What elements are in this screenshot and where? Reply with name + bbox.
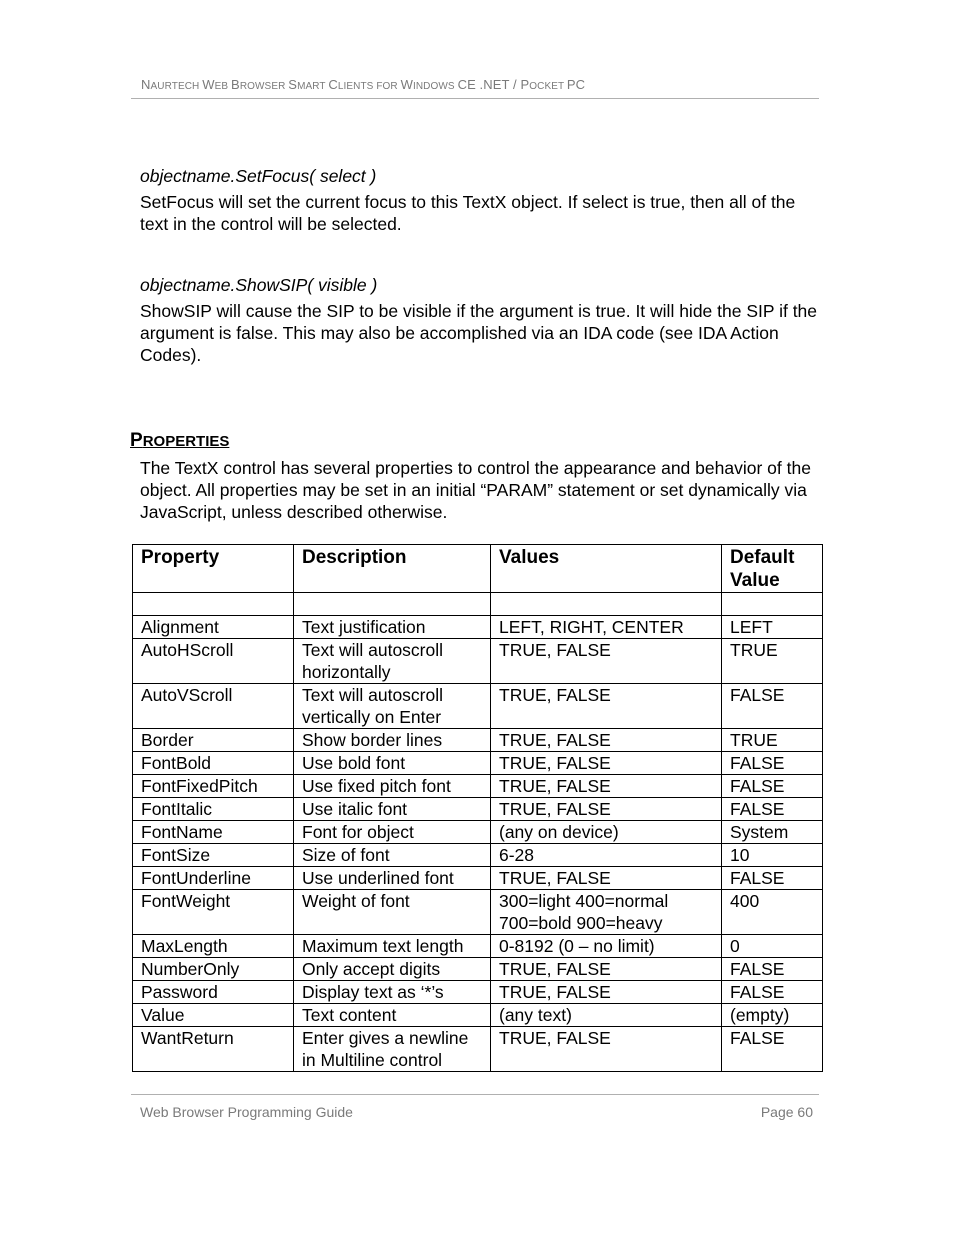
footer-divider bbox=[131, 1094, 819, 1095]
cell-property: WantReturn bbox=[133, 1027, 294, 1072]
header-description: Description bbox=[294, 545, 491, 593]
table-row bbox=[133, 752, 823, 775]
table-row bbox=[133, 1004, 823, 1027]
cell-default-value: FALSE bbox=[722, 798, 823, 821]
cell-default-value: FALSE bbox=[722, 775, 823, 798]
header-segment: MART bbox=[297, 81, 329, 92]
header-segment: LIENTS FOR bbox=[337, 81, 401, 92]
cell-property: FontSize bbox=[133, 844, 294, 867]
showsip-description: ShowSIP will cause the SIP to be visible if the argument is true. It will hide the SIP if the argument is false. This may also be accomplished via an IDA code (see IDA Action Codes). bbox=[140, 301, 818, 365]
cell-default-value: FALSE bbox=[722, 867, 823, 890]
properties-heading-rest: ROPERTIES bbox=[142, 433, 230, 450]
cell-default-value: FALSE bbox=[722, 1027, 823, 1072]
cell-description: Maximum text length bbox=[294, 935, 491, 958]
cell-default-value bbox=[722, 593, 823, 616]
cell-description: Text will autoscroll vertically on Enter bbox=[294, 684, 491, 729]
header-segment: AURTECH bbox=[150, 81, 203, 92]
cell-default-value: TRUE bbox=[722, 639, 823, 684]
cell-default-value: FALSE bbox=[722, 752, 823, 775]
table-header-row bbox=[133, 545, 823, 593]
cell-description: Use underlined font bbox=[294, 867, 491, 890]
running-header bbox=[141, 77, 585, 92]
header-segment: OCKET bbox=[529, 81, 567, 92]
cell-values: TRUE, FALSE bbox=[491, 981, 722, 1004]
properties-heading-cap: P bbox=[130, 430, 143, 451]
table-row bbox=[133, 844, 823, 867]
cell-property: Alignment bbox=[133, 616, 294, 639]
footer-guide-title: Web Browser Programming Guide bbox=[140, 1104, 353, 1120]
cell-description: Show border lines bbox=[294, 729, 491, 752]
table-row bbox=[133, 821, 823, 844]
cell-default-value: 0 bbox=[722, 935, 823, 958]
cell-values: (any on device) bbox=[491, 821, 722, 844]
table-row bbox=[133, 1027, 823, 1072]
cell-values: TRUE, FALSE bbox=[491, 684, 722, 729]
cell-description bbox=[294, 593, 491, 616]
table-row bbox=[133, 798, 823, 821]
header-divider bbox=[131, 98, 819, 99]
setfocus-description: SetFocus will set the current focus to this TextX object. If select is true, then all of the text in the control will be selected. bbox=[140, 192, 796, 234]
cell-property: FontItalic bbox=[133, 798, 294, 821]
header-segment: W bbox=[400, 77, 413, 92]
cell-values: TRUE, FALSE bbox=[491, 798, 722, 821]
cell-description: Use fixed pitch font bbox=[294, 775, 491, 798]
cell-property: MaxLength bbox=[133, 935, 294, 958]
cell-property bbox=[133, 593, 294, 616]
header-segment: C bbox=[328, 77, 338, 92]
cell-default-value: System bbox=[722, 821, 823, 844]
header-segment: ROWSER bbox=[239, 81, 289, 92]
cell-default-value: TRUE bbox=[722, 729, 823, 752]
header-property: Property bbox=[133, 545, 294, 593]
header-segment: PC bbox=[566, 77, 586, 92]
cell-property: Border bbox=[133, 729, 294, 752]
properties-intro: The TextX control has several properties to control the appearance and behavior of the object. All properties may be set in an initial “PARAM” statement or set dynamically via JavaScript, unless described otherwise. bbox=[140, 458, 811, 522]
cell-description: Use italic font bbox=[294, 798, 491, 821]
header-segment: P bbox=[520, 77, 530, 92]
cell-values: TRUE, FALSE bbox=[491, 1027, 722, 1072]
header-default-value: Default Value bbox=[722, 545, 823, 593]
table-row bbox=[133, 616, 823, 639]
cell-property: FontWeight bbox=[133, 890, 294, 935]
header-segment: B bbox=[231, 77, 240, 92]
cell-description: Only accept digits bbox=[294, 958, 491, 981]
table-row bbox=[133, 981, 823, 1004]
header-segment: EB bbox=[214, 81, 232, 92]
table-row bbox=[133, 867, 823, 890]
table-row bbox=[133, 729, 823, 752]
cell-values: TRUE, FALSE bbox=[491, 639, 722, 684]
cell-default-value: FALSE bbox=[722, 981, 823, 1004]
header-segment: CE .NET / bbox=[457, 77, 521, 92]
cell-values: 6-28 bbox=[491, 844, 722, 867]
cell-property: Password bbox=[133, 981, 294, 1004]
table-row bbox=[133, 958, 823, 981]
cell-property: Value bbox=[133, 1004, 294, 1027]
cell-description: Enter gives a newline in Multiline control bbox=[294, 1027, 491, 1072]
cell-values: TRUE, FALSE bbox=[491, 867, 722, 890]
table-body bbox=[133, 593, 823, 1072]
header-segment: INDOWS bbox=[412, 81, 458, 92]
cell-description: Font for object bbox=[294, 821, 491, 844]
cell-property: FontUnderline bbox=[133, 867, 294, 890]
cell-values: TRUE, FALSE bbox=[491, 729, 722, 752]
header-segment: W bbox=[202, 77, 215, 92]
cell-values: TRUE, FALSE bbox=[491, 752, 722, 775]
cell-property: AutoHScroll bbox=[133, 639, 294, 684]
cell-description: Text justification bbox=[294, 616, 491, 639]
cell-values: 300=light 400=normal 700=bold 900=heavy bbox=[491, 890, 722, 935]
cell-values: TRUE, FALSE bbox=[491, 958, 722, 981]
cell-default-value: FALSE bbox=[722, 684, 823, 729]
cell-default-value: LEFT bbox=[722, 616, 823, 639]
cell-description: Weight of font bbox=[294, 890, 491, 935]
cell-default-value: (empty) bbox=[722, 1004, 823, 1027]
cell-description: Text content bbox=[294, 1004, 491, 1027]
table-row bbox=[133, 775, 823, 798]
header-segment: S bbox=[288, 77, 298, 92]
cell-description: Text will autoscroll horizontally bbox=[294, 639, 491, 684]
table-row bbox=[133, 890, 823, 935]
table-row bbox=[133, 935, 823, 958]
cell-property: FontBold bbox=[133, 752, 294, 775]
footer-page-number: Page 60 bbox=[760, 1104, 813, 1120]
cell-values: LEFT, RIGHT, CENTER bbox=[491, 616, 722, 639]
cell-values bbox=[491, 593, 722, 616]
cell-description: Use bold font bbox=[294, 752, 491, 775]
header-values: Values bbox=[491, 545, 722, 593]
cell-default-value: 400 bbox=[722, 890, 823, 935]
cell-default-value: 10 bbox=[722, 844, 823, 867]
cell-default-value: FALSE bbox=[722, 958, 823, 981]
cell-description: Size of font bbox=[294, 844, 491, 867]
cell-property: FontFixedPitch bbox=[133, 775, 294, 798]
cell-values: (any text) bbox=[491, 1004, 722, 1027]
cell-property: FontName bbox=[133, 821, 294, 844]
cell-property: AutoVScroll bbox=[133, 684, 294, 729]
cell-description: Display text as ‘*’s bbox=[294, 981, 491, 1004]
cell-values: 0-8192 (0 – no limit) bbox=[491, 935, 722, 958]
properties-table bbox=[132, 544, 823, 1072]
setfocus-signature: objectname.SetFocus( select ) bbox=[140, 166, 377, 186]
cell-property: NumberOnly bbox=[133, 958, 294, 981]
showsip-signature: objectname.ShowSIP( visible ) bbox=[140, 275, 378, 295]
properties-heading bbox=[130, 430, 229, 452]
table-row bbox=[133, 684, 823, 729]
table-row bbox=[133, 593, 823, 616]
cell-values: TRUE, FALSE bbox=[491, 775, 722, 798]
table-row bbox=[133, 639, 823, 684]
header-segment: N bbox=[141, 77, 151, 92]
